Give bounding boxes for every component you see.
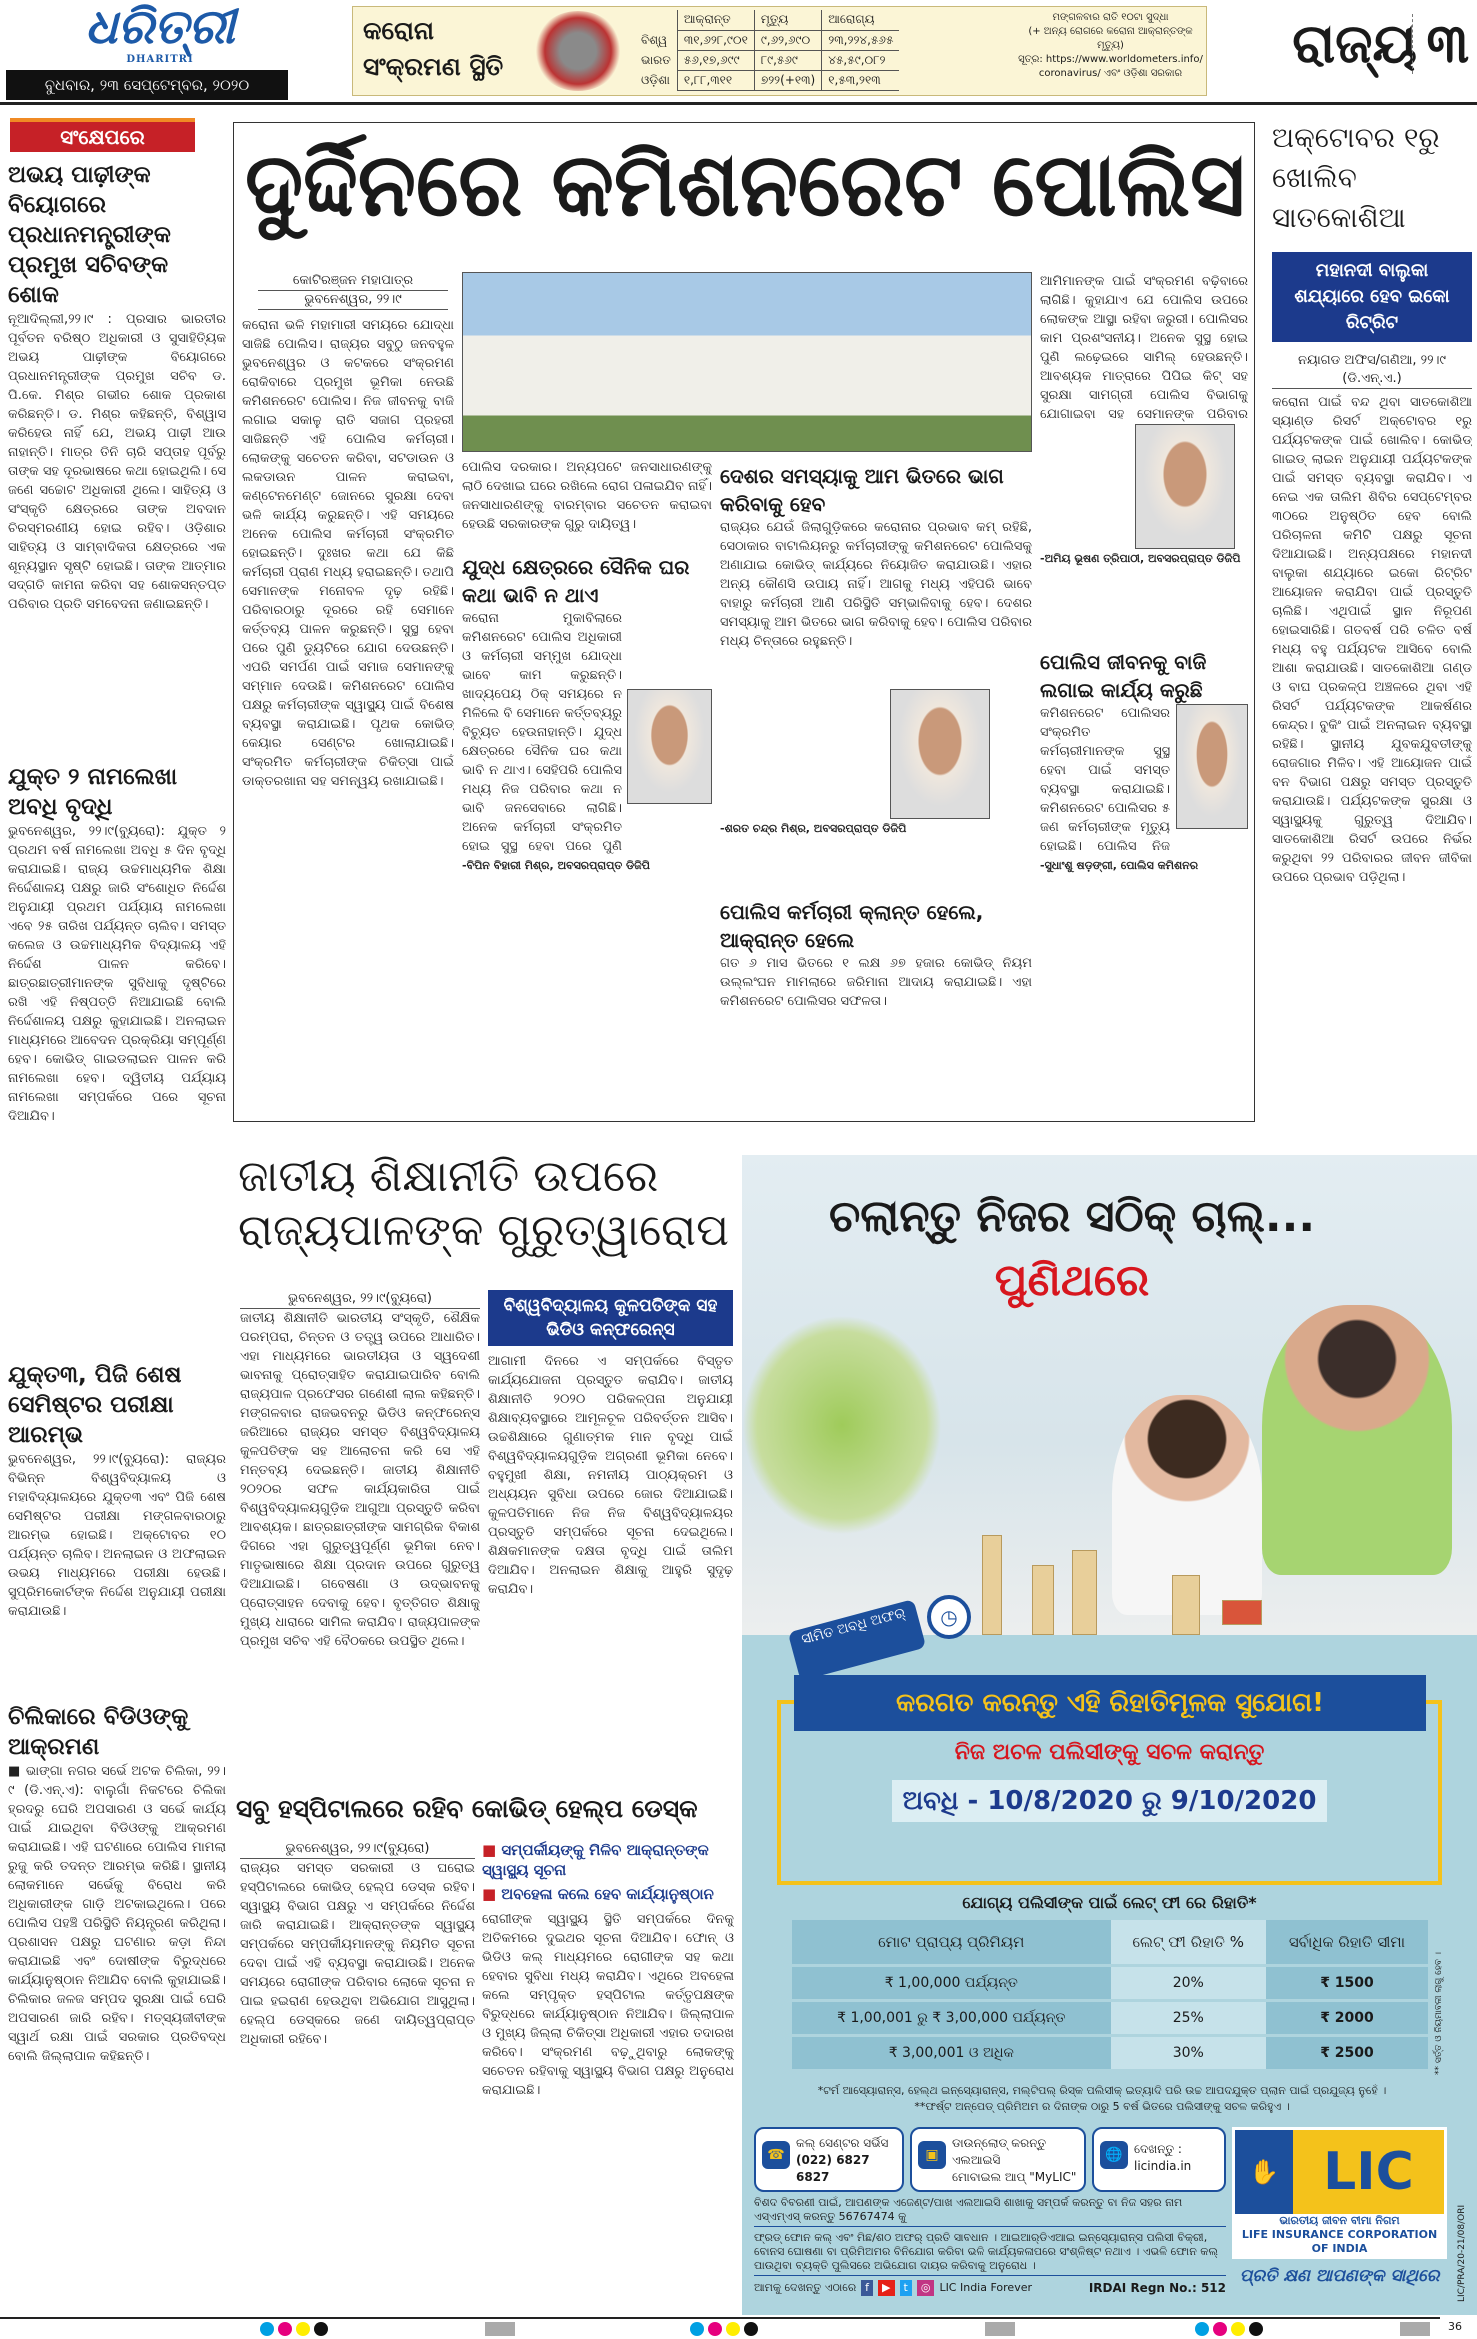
globe-icon: 🌐 — [1100, 2141, 1128, 2169]
story-headline: ଅକ୍ଟୋବର ୧ରୁ ଖୋଲିବ ସାତକୋଶିଆ — [1272, 121, 1440, 234]
app-name: ମୋବାଇଲ ଆପ୍ "MyLIC" — [952, 2170, 1077, 2184]
page-number: ୩ — [1412, 14, 1469, 74]
registration-mark — [485, 2322, 515, 2336]
col-text: ଆମିମାନଙ୍କ ପାଇଁ ସଂକ୍ରମଣ ବଢ଼ିବାରେ ଲାଗିଛି। କୁହାଯାଏ ଯେ ପୋଲିସ ଉପରେ ଲୋକଙ୍କ ଆସ୍ଥା ରହିବା ଜରୁରୀ। ପୋଲିସର କାମ ପ୍ରଶଂସନୀୟ। ଅନେକ ସୁସ୍ଥ ହୋଇ ପୁଣି ଲଢ଼େଇରେ ସାମିଲ୍ ହେଉଛନ୍ତି। ଆବଶ୍ୟକ ମାତ୍ରାରେ ପିପିଇ କିଟ୍ ସହ ସୁରକ୍ଷା ସାମଗ୍ରୀ ପୋଲିସ ବିଭାଗକୁ ଯୋଗାଇବା ସହ ସେମାନଙ୍କ ପରିବାର — [1040, 274, 1248, 422]
section-name: ରାଜ୍ୟ — [1292, 12, 1417, 75]
portrait-photo — [1135, 424, 1235, 549]
photo-caption: -ବିପିନ ବିହାରୀ ମିଶ୍ର, ଅବସରପ୍ରାପ୍ତ ଡିଜିପି — [462, 859, 650, 872]
registration-dot — [726, 2322, 740, 2336]
registration-dot — [296, 2322, 310, 2336]
fine-print — [772, 2083, 1432, 2115]
cell: 20% — [1111, 1967, 1266, 1999]
registration-mark — [985, 2322, 1015, 2336]
education-col-2 — [488, 1290, 733, 1770]
lic-full-name: LIFE INSURANCE CORPORATION OF INDIA — [1241, 2228, 1438, 2255]
headline-red: ପୁଣିଥରେ — [994, 1255, 1150, 1306]
dateline: ଭୁବନେଶ୍ୱର, ୨୨।୯(ବ୍ୟୁରୋ) — [240, 1290, 480, 1309]
toy-block — [1172, 1575, 1200, 1635]
region: ଓଡ଼ିଶା — [641, 72, 670, 87]
brief-body: ଭୁବନେଶ୍ୱର, ୨୨।୯(ବ୍ୟୁରୋ): ଯୁକ୍ତ ୨ ପ୍ରଥମ ବର୍ଷ ନାମଲେଖା ଅବଧି ୫ ଦିନ ବୃଦ୍ଧି କରାଯାଇଛି। ରାଜ୍ୟ ଉଚ୍ଚମାଧ୍ୟମିକ ଶିକ୍ଷା ନିର୍ଦ୍ଦେଶାଳୟ ପକ୍ଷରୁ ଜାରି ସଂଶୋଧିତ ନିର୍ଦ୍ଦେଶ ଅନୁଯାୟୀ ପ୍ରଥମ ପର୍ଯ୍ୟାୟ ନାମଲେଖା ଏବେ ୨୫ ତାରିଖ ପର୍ଯ୍ୟନ୍ତ ଚାଲିବ। ସମସ୍ତ କଲେଜ ଓ ଉଚ୍ଚମାଧ୍ୟମିକ ବିଦ୍ୟାଳୟ ଏହି ନିର୍ଦ୍ଦେଶ ପାଳନ କରିବେ। ଛାତ୍ରଛାତ୍ରୀମାନଙ୍କ ସୁବିଧାକୁ ଦୃଷ୍ଟିରେ ରଖି ଏହି ନିଷ୍ପତ୍ତି ନିଆଯାଇଛି ବୋଲି ନିର୍ଦ୍ଦେଶାଳୟ ପକ୍ଷରୁ କୁହାଯାଇଛି। ଅନଲାଇନ ମାଧ୍ୟମରେ ଆବେଦନ ପ୍ରକ୍ରିୟା ସମ୍ପୂର୍ଣ୍ଣ ହେବ। କୋଭିଡ୍ ଗାଇଡଲାଇନ ପାଳନ କରି ନାମଲେଖା ହେବ। ଦ୍ୱିତୀୟ ପର୍ଯ୍ୟାୟ ନାମଲେଖା ସମ୍ପର୍କରେ ପରେ ସୂଚନା ଦିଆଯିବ। — [8, 824, 226, 1124]
follow-label: ଆମକୁ ଦେଖନ୍ତୁ ଏଠାରେ — [754, 2281, 857, 2294]
registration-dot — [1231, 2322, 1245, 2336]
portrait-photo — [890, 689, 990, 819]
education-col-1 — [240, 1290, 480, 1765]
table-row — [792, 2002, 1428, 2034]
ad-contact-column — [754, 2127, 1226, 2296]
headline-black: ଚଲାନ୍ତୁ ନିଜର ସଠିକ୍ ଚାଲ୍... — [828, 1191, 1316, 1242]
cell: ୧,୮୮,୩୧୧ — [677, 70, 754, 90]
brief-body: ■ ଭାଙ୍ଗା ନଗର ସର୍ଭେ ଅଟକ ଚିଲିକା, ୨୨।୯ (ଡି.ଏନ୍.ଏ): ବାଲୁଗାଁ ନିକଟରେ ଚିଲିକା ହ୍ରଦରୁ ଘେରି ଅପସାରଣ ଓ ସର୍ଭେ କାର୍ଯ୍ୟ ପାଇଁ ଯାଇଥିବା ବିଡିଓଙ୍କୁ ଆକ୍ରମଣ କରାଯାଇଛି। ଏହି ଘଟଣାରେ ପୋଲିସ ମାମଲା ରୁଜୁ କରି ତଦନ୍ତ ଆରମ୍ଭ କରିଛି। ସ୍ଥାନୀୟ ଲୋକମାନେ ସର୍ଭେକୁ ବିରୋଧ କରି ଅଧିକାରୀଙ୍କ ଗାଡ଼ି ଅଟକାଇଥିଲେ। ପରେ ପୋଲିସ ପହଞ୍ଚି ପରିସ୍ଥିତି ନିୟନ୍ତ୍ରଣ କରିଥିଲା। ପ୍ରଶାସନ ପକ୍ଷରୁ ଘଟଣାର କଡ଼ା ନିନ୍ଦା କରାଯାଇଛି ଏବଂ ଦୋଷୀଙ୍କ ବିରୁଦ୍ଧରେ କାର୍ଯ୍ୟାନୁଷ୍ଠାନ ନିଆଯିବ ବୋଲି କୁହାଯାଇଛି। ଚିଲିକାର ଜଳଜ ସମ୍ପଦ ସୁରକ୍ଷା ପାଇଁ ଘେରି ଅପସାରଣ ଜାରି ରହିବ। ମତ୍ସ୍ୟଜୀବୀଙ୍କ ସ୍ୱାର୍ଥ ରକ୍ଷା ପାଇଁ ସରକାର ପ୍ରତିବଦ୍ଧ ବୋଲି ଜିଲ୍ଲାପାଳ କହିଛନ୍ତି। — [8, 1764, 226, 2064]
story-body: ଆଗାମୀ ଦିନରେ ଏ ସମ୍ପର୍କରେ ବିସ୍ତୃତ କାର୍ଯ୍ୟଯୋଜନା ପ୍ରସ୍ତୁତ କରାଯିବ। ଜାତୀୟ ଶିକ୍ଷାନୀତି ୨୦୨୦ ପରିକଳ୍ପନା ଅନୁଯାୟୀ ଶିକ୍ଷାବ୍ୟବସ୍ଥାରେ ଆମୂଳଚୂଳ ପରିବର୍ତ୍ତନ ଆସିବ। ଉଚ୍ଚଶିକ୍ଷାରେ ଗୁଣାତ୍ମକ ମାନ ବୃଦ୍ଧି ପାଇଁ ବିଶ୍ୱବିଦ୍ୟାଳୟଗୁଡ଼ିକ ଅଗ୍ରଣୀ ଭୂମିକା ନେବେ। ବହୁମୁଖୀ ଶିକ୍ଷା, ନମନୀୟ ପାଠ୍ୟକ୍ରମ ଓ ଅଧ୍ୟୟନ ସୁବିଧା ଉପରେ ଜୋର ଦିଆଯାଇଛି। କୁଳପତିମାନେ ନିଜ ନିଜ ବିଶ୍ୱବିଦ୍ୟାଳୟର ପ୍ରସ୍ତୁତି ସମ୍ପର୍କରେ ସୂଚନା ଦେଇଥିଲେ। ଶିକ୍ଷକମାନଙ୍କ ଦକ୍ଷତା ବୃଦ୍ଧି ପାଇଁ ତାଲିମ ଦିଆଯିବ। ଅନଲାଇନ ଶିକ୍ଷାକୁ ଆହୁରି ସୁଦୃଢ଼ କରାଯିବ। — [488, 1354, 733, 1597]
cell: ୯,୬୨,୬୯୦ — [754, 30, 821, 50]
brief-headline: ଯୁକ୍ତ ୨ ନାମଲେଖା ଅବଧି ବୃଦ୍ଧି — [8, 764, 178, 820]
offer-dates: ଅବଧି - 10/8/2020 ରୁ 9/10/2020 — [892, 1780, 1327, 1822]
instagram-icon[interactable]: ◎ — [917, 2280, 935, 2296]
highlight-box: ମହାନଦୀ ବାଲୁକା ଶଯ୍ୟାରେ ହେବ ଇକୋ ରିଟ୍ରିଟ — [1272, 252, 1472, 342]
col-text: ଗତ ୬ ମାସ ଭିତରେ ୧ ଲକ୍ଷ ୬୭ ହଜାର କୋଭିଡ୍ ନିୟମ ଉଲ୍ଲଂଘନ ମାମଲାରେ ଜରିମାନା ଆଦାୟ କରାଯାଇଛି। ଏହା କମିଶନରେଟ ପୋଲିସର ସଫଳତା। — [720, 956, 1032, 1009]
col-header: ମୃତ୍ୟୁ — [754, 10, 821, 30]
brief-body: ଭୁବନେଶ୍ୱର, ୨୨।୯(ବ୍ୟୁରୋ): ରାଜ୍ୟର ବିଭିନ୍ନ ବିଶ୍ୱବିଦ୍ୟାଳୟ ଓ ମହାବିଦ୍ୟାଳୟରେ ଯୁକ୍ତ୩ ଏବଂ ପିଜି ଶେଷ ସେମିଷ୍ଟର ପରୀକ୍ଷା ମଙ୍ଗଳବାରଠାରୁ ଆରମ୍ଭ ହୋଇଛି। ଅକ୍ଟୋବର ୧୦ ପର୍ଯ୍ୟନ୍ତ ଚାଲିବ। ଅନଲାଇନ ଓ ଅଫଲାଇନ ଉଭୟ ମାଧ୍ୟମରେ ପରୀକ୍ଷା ହେଉଛି। ସୁପ୍ରିମକୋର୍ଟଙ୍କ ନିର୍ଦ୍ଦେଶ ଅନୁଯାୟୀ ପରୀକ୍ଷା କରାଯାଉଛି। — [8, 1452, 226, 1619]
limited-offer-badge: ସୀମିତ ଅବଧି ଅଫର୍ — [788, 1599, 927, 1681]
lead-col-4 — [1040, 272, 1248, 875]
cell: ୫୬,୧୭,୬୯୯ — [677, 50, 754, 70]
brief-headline: ଚିଲିକାରେ ବିଡିଓଙ୍କୁ ଆକ୍ରମଣ — [8, 1704, 189, 1760]
lic-logo — [1232, 2127, 1447, 2259]
lead-col-1: କରୋନା ଭଳି ମହାମାରୀ ସମୟରେ ଯୋଦ୍ଧା ସାଜିଛି ପୋଲିସ। ରାଜ୍ୟର ସବୁଠୁ ଜନବହୁଳ ଭୁବନେଶ୍ୱର ଓ କଟକରେ ସଂକ୍ରମଣ ରୋକିବାରେ ପ୍ରମୁଖ ଭୂମିକା ନେଉଛି କମିଶନରେଟ ପୋଲିସ। ନିଜ ଜୀବନକୁ ବାଜି ଲଗାଇ ସକାଳୁ ରାତି ସଜାଗ ପ୍ରହରୀ ସାଜିଛନ୍ତି ଏହି ପୋଲିସ କର୍ମଚାରୀ। ଲୋକଙ୍କୁ ସଚେତନ କରିବା, ସଟଡାଉନ ଓ ଲକଡାଉନ ପାଳନ କରାଇବା, କଣ୍ଟେନମେଣ୍ଟ ଜୋନରେ ସୁରକ୍ଷା ଦେବା ଭଳି କାର୍ଯ୍ୟ କରୁଛନ୍ତି। ଏହି ସମୟରେ ଅନେକ ପୋଲିସ କର୍ମଚାରୀ ସଂକ୍ରମିତ ହୋଇଛନ୍ତି। ଦୁଃଖର କଥା ଯେ କିଛି କର୍ମଚାରୀ ପ୍ରାଣ ମଧ୍ୟ ହରାଇଛନ୍ତି। ତଥାପି ସେମାନଙ୍କ ମନୋବଳ ଦୃଢ଼ ରହିଛି। ପରିବାରଠାରୁ ଦୂରରେ ରହି ସେମାନେ କର୍ତ୍ତବ୍ୟ ପାଳନ କରୁଛନ୍ତି। ସୁସ୍ଥ ହେବା ପରେ ପୁଣି ଡ୍ୟୁଟିରେ ଯୋଗ ଦେଉଛନ୍ତି। ଏପରି ସମର୍ପଣ ପାଇଁ ସମାଜ ସେମାନଙ୍କୁ ସମ୍ମାନ ଦେଉଛି। କମିଶନରେଟ ପୋଲିସ ପକ୍ଷରୁ କର୍ମଚାରୀଙ୍କ ସ୍ୱାସ୍ଥ୍ୟ ପାଇଁ ବିଶେଷ ବ୍ୟବସ୍ଥା କରାଯାଇଛି। ପୃଥକ କୋଭିଡ୍ କେୟାର ସେଣ୍ଟର ଖୋଲାଯାଇଛି। ସଂକ୍ରମିତ କର୍ମଚାରୀଙ୍କ ଚିକିତ୍ସା ପାଇଁ ଡାକ୍ତରଖାନା ସହ ସମନ୍ୱୟ ରଖାଯାଇଛି। — [242, 318, 454, 789]
satkosia-story — [1272, 118, 1472, 1077]
revive-policy-text: ନିଜ ଅଚଳ ପଲିସୀଙ୍କୁ ସଚଳ କରାନ୍ତୁ — [954, 1740, 1265, 1765]
dateline: ଭୁବନେଶ୍ୱର, ୨୨।୯(ବ୍ୟୁରୋ) — [240, 1840, 475, 1859]
hospital-col-2 — [482, 1840, 734, 2252]
ad-headline — [772, 1185, 1372, 1313]
subheading: ଦେଶର ସମସ୍ୟାକୁ ଆମ ଭିତରେ ଭାଗ କରିବାକୁ ହେବ — [720, 464, 1004, 516]
fraud-warning: ଫ୍ରଡ୍ ଫୋନ କଲ୍ ଏବଂ ମିଛ/ଶଠ ଅଫର୍ ପ୍ରତି ସାବଧାନ । ଆଇଆର୍‌ଡିଏଆଇ ଇନ୍‌ସ୍ୟୋରାନ୍ସ ପଲିସୀ ବିକ୍ରୀ, ବୋନସ ଘୋଷଣା ବା ପ୍ରିମିଅମର ବିନିଯୋଗ କରିବା ଭଳି କାର୍ଯ୍ୟକଳାପରେ ସଂଶ୍ଳିଷ୍ଟ ନଥାଏ । ଏଭଳି ଫୋନ କଲ୍ ପାଉଥିବା ବ୍ୟକ୍ତି ପୁଲିସରେ ଅଭିଯୋଗ ଦାୟର କରିବାକୁ ଅନୁରୋଧ । — [754, 2231, 1226, 2276]
cell: ୪୫,୫୯,୦୮୨ — [822, 50, 900, 70]
cell: 25% — [1111, 2002, 1266, 2034]
story-body: କରୋନା ପାଇଁ ବନ୍ଦ ଥିବା ସାତକୋଶିଆ ସ୍ୟାଣ୍ଡ ରିସର୍ଟ ଅକ୍ଟୋବର ୧ରୁ ପର୍ଯ୍ୟଟକଙ୍କ ପାଇଁ ଖୋଲିବ। କୋଭିଡ୍ ଗାଇଡ୍ ଲାଇନ ଅନୁଯାୟୀ ପର୍ଯ୍ୟଟକଙ୍କ ପାଇଁ ସମସ୍ତ ବ୍ୟବସ୍ଥା କରାଯିବ। ଏ ନେଇ ଏକ ତାଲିମ ଶିବିର ସେପ୍ଟେମ୍ବର ୩୦ରେ ଅନୁଷ୍ଠିତ ହେବ ବୋଲି ପରିଚାଳନା କମିଟି ପକ୍ଷରୁ ସୂଚନା ଦିଆଯାଇଛି। ଅନ୍ୟପକ୍ଷରେ ମହାନଦୀ ବାଲୁକା ଶଯ୍ୟାରେ ଇକୋ ରିଟ୍ରିଟ ଆୟୋଜନ କରାଯିବା ପାଇଁ ପ୍ରସ୍ତୁତି ଚାଲିଛି। ଏଥିପାଇଁ ସ୍ଥାନ ନିରୂପଣ ହୋଇସାରିଛି। ଗତବର୍ଷ ପରି ଚଳିତ ବର୍ଷ ମଧ୍ୟ ବହୁ ପର୍ଯ୍ୟଟକ ଆସିବେ ବୋଲି ଆଶା କରାଯାଉଛି। ସାତକୋଶିଆ ଗଣ୍ଡ ଓ ବାଘ ପ୍ରକଳ୍ପ ଅଞ୍ଚଳରେ ଥିବା ଏହି ରିସର୍ଟ ପର୍ଯ୍ୟଟକଙ୍କ ଆକର୍ଷଣର କେନ୍ଦ୍ର। ବୁକିଂ ପାଇଁ ଅନଲାଇନ ବ୍ୟବସ୍ଥା ରହିଛି। ସ୍ଥାନୀୟ ଯୁବକଯୁବତୀଙ୍କୁ ରୋଜଗାର ମିଳିବ। ଏହି ଆୟୋଜନ ପାଇଁ ବନ ବିଭାଗ ପକ୍ଷରୁ ସମସ୍ତ ପ୍ରସ୍ତୁତି କରାଯାଉଛି। ପର୍ଯ୍ୟଟକଙ୍କ ସୁରକ୍ଷା ଓ ସ୍ୱାସ୍ଥ୍ୟକୁ ଗୁରୁତ୍ୱ ଦିଆଯିବ। ସାତକୋଶିଆ ରିସର୍ଟ ଉପରେ ନିର୍ଭର କରୁଥିବା ୨୨ ପରିବାରର ଜୀବନ ଜୀବିକା ଉପରେ ପ୍ରଭାବ ପଡ଼ିଥିଲା। — [1272, 395, 1472, 885]
brief-headline: ଯୁକ୍ତ୩, ପିଜି ଶେଷ ସେମିଷ୍ଟର ପରୀକ୍ଷା ଆରମ୍ଭ — [8, 1362, 182, 1448]
brief-1 — [8, 160, 226, 765]
photo-caption: -ସୁଧାଂଶୁ ଷଡ଼ଙ୍ଗୀ, ପୋଲିସ କମିଶନର — [1040, 859, 1199, 872]
briefs-tag: ସଂକ୍ଷେପରେ — [10, 118, 195, 152]
app-label: ଡାଉନ୍‌ଲୋଡ୍ କରନ୍ତୁ ଏଲଆଇସି — [952, 2136, 1047, 2167]
brief-4 — [8, 1702, 226, 2275]
point-1: ■ ସମ୍ପର୍କୀୟଙ୍କୁ ମିଳିବ ଆକ୍ରାନ୍ତଙ୍କ ସ୍ୱାସ୍ଥ୍ୟ ସୂଚନା — [482, 1841, 709, 1879]
col-header: ଆକ୍ରାନ୍ତ — [677, 10, 754, 30]
registration-dot — [708, 2322, 722, 2336]
logo-en: DHARITRI — [126, 54, 194, 65]
brief-body: ନୂଆଦିଲ୍ଲୀ,୨୨।୯ : ପ୍ରସାର ଭାରତୀର ପୂର୍ବତନ ବରିଷ୍ଠ ଅଧିକାରୀ ଓ ସୁସାହିତ୍ୟିକ ଅଭୟ ପାଢ଼ୀଙ୍କ ବିୟୋଗରେ ପ୍ରଧାନମନ୍ତ୍ରୀଙ୍କ ପ୍ରମୁଖ ସଚିବ ଡ. ପି.କେ. ମିଶ୍ର ଗଭୀର ଶୋକ ପ୍ରକାଶ କରିଛନ୍ତି। ଡ. ମିଶ୍ର କହିଛନ୍ତି, ବିଶ୍ୱାସ କରିହେଉ ନାହିଁ ଯେ, ଅଭୟ ପାଢ଼ୀ ଆଉ ନାହାନ୍ତି। ମାତ୍ର ତିନି ଚାରି ସପ୍ତାହ ପୂର୍ବରୁ ତାଙ୍କ ସହ ଦୂରଭାଷରେ କଥା ହୋଇଥିଲି। ସେ ଜଣେ ସଚ୍ଚୋଟ ଅଧିକାରୀ ଥିଲେ। ସାହିତ୍ୟ ଓ ସଂସ୍କୃତି କ୍ଷେତ୍ରରେ ତାଙ୍କ ଅବଦାନ ଚିରସ୍ମରଣୀୟ ହୋଇ ରହିବ। ଓଡ଼ିଶାର ସାହିତ୍ୟ ଓ ସାମ୍ବାଦିକତା କ୍ଷେତ୍ରରେ ଏକ ଶୂନ୍ୟସ୍ଥାନ ସୃଷ୍ଟି ହୋଇଛି। ତାଙ୍କ ଆତ୍ମାର ସଦ୍‌ଗତି କାମନା କରିବା ସହ ଶୋକସନ୍ତପ୍ତ ପରିବାର ପ୍ରତି ସମବେଦନା ଜଣାଇଛନ୍ତି। — [8, 312, 226, 612]
hospital-col-1 — [240, 1840, 475, 2296]
lead-headline: ଦୁର୍ଦ୍ଦିନରେ କମିଶନରେଟ ପୋଲିସ — [245, 133, 1246, 236]
point-text: ଅବହେଳା କଲେ ହେବ କାର୍ଯ୍ୟାନୁଷ୍ଠାନ — [501, 1885, 714, 1903]
lic-brand-block — [1232, 2127, 1447, 2287]
offer-band: କରଗତ କରନ୍ତୁ ଏହି ରିହାତିମୂଳକ ସୁଯୋଗ! — [794, 1675, 1426, 1731]
dharitri-logo — [70, 0, 250, 66]
table-row — [635, 50, 899, 70]
cell: ₹ 1,00,000 ପର୍ଯ୍ୟନ୍ତ — [792, 1967, 1111, 1999]
website-link[interactable]: ଦେଖନ୍ତୁ : licindia.in — [1134, 2142, 1192, 2173]
registration-dot — [744, 2322, 758, 2336]
note-deaths: (+ ଅନ୍ୟ ରୋଗରେ କରୋନା ଆକ୍ରାନ୍ତଙ୍କ ମୃତ୍ୟୁ) — [1028, 26, 1193, 51]
father-image — [1262, 1305, 1452, 1575]
lead-col-3 — [720, 462, 1032, 1049]
covid-title: କରୋନା ସଂକ୍ରମଣ ସ୍ଥିତି — [363, 16, 504, 81]
cell: 30% — [1111, 2037, 1266, 2069]
plant-image — [742, 1315, 942, 1535]
cell: ୧,୫୩,୨୧୩ — [822, 70, 900, 90]
portrait-photo — [1176, 704, 1248, 829]
social-bar — [754, 2280, 1226, 2296]
note-source: ସୂତ୍ର: https://www.worldometers.info/ coronavirus/ ଏବଂ ଓଡ଼ିଶା ସରକାର — [1018, 54, 1203, 79]
cell: ₹ 1,00,001 ରୁ ₹ 3,00,000 ପର୍ଯ୍ୟନ୍ତ — [792, 2002, 1111, 2034]
call-number[interactable]: (022) 6827 6827 — [796, 2153, 870, 2184]
toy-block — [1222, 1600, 1262, 1625]
twitter-icon[interactable]: t — [900, 2280, 912, 2296]
lic-odia-name: ଭାରତୀୟ ଜୀବନ ବୀମା ନିଗମ — [1279, 2214, 1400, 2227]
toy-block — [982, 1535, 1002, 1635]
table-row — [635, 70, 899, 90]
registration-mark — [1400, 2322, 1430, 2336]
col-header: ଲେଟ୍ ଫୀ ରିହାତି % — [1111, 1920, 1266, 1964]
brief-3 — [8, 1360, 226, 1659]
registration-dot — [1249, 2322, 1263, 2336]
page-code: 36 — [1448, 2320, 1462, 2333]
covid-note — [1018, 11, 1203, 81]
region: ଭାରତ — [641, 52, 671, 67]
date-bar: ବୁଧବାର, ୨୩ ସେପ୍ଟେମ୍ବର, ୨୦୨୦ — [6, 70, 288, 100]
clock-icon: ◷ — [927, 1595, 971, 1639]
lic-tagline: ପ୍ରତି କ୍ଷଣ ଆପଣଙ୍କ ସାଥିରେ — [1239, 2266, 1440, 2286]
dateline: ନୟାଗଡ ଅଫିସ/ଗଣିଆ, ୨୨।୯ (ଡି.ଏନ୍.ଏ.) — [1272, 352, 1472, 389]
irdai-number: IRDAI Regn No.: 512 — [1088, 2281, 1226, 2295]
point-2: ■ ଅବହେଳା କଲେ ହେବ କାର୍ଯ୍ୟାନୁଷ୍ଠାନ — [482, 1885, 714, 1903]
brief-2 — [8, 762, 226, 1316]
cell: ₹ 1500 — [1266, 1967, 1428, 1999]
table-row — [792, 2037, 1428, 2069]
registration-dot — [1195, 2322, 1209, 2336]
col-text: ପୋଲିସ ଦରକାର। ଅନ୍ୟପଟେ ଜନସାଧାରଣଙ୍କୁ ଲାଠି ଦେଖାଇ ଘରେ ରଖିଲେ ରୋଗ ପଳାଇଯିବ ନାହିଁ। ଜନସାଧାରଣଙ୍କୁ ବାରମ୍ବାର ସଚେତନ କରାଇବା ହେଉଛି ସରକାରଙ୍କ ଗୁରୁ ଦାୟିତ୍ୱ। — [462, 460, 712, 532]
col-text: ରାଜ୍ୟର ଯେଉଁ ଜିଲାଗୁଡ଼ିକରେ କରୋନାର ପ୍ରଭାବ କମ୍ ରହିଛି, ସେଠାକାର ବାଟାଲିୟନରୁ କର୍ମଚାରୀଙ୍କୁ କମିଶନରେଟ ପୋଲିସକୁ ଅଣାଯାଇ କୋଭିଡ୍ କାର୍ଯ୍ୟରେ ନିୟୋଜିତ କରାଯାଉଛି। ଏହାର ଅନ୍ୟ କୌଣସି ଉପାୟ ନାହିଁ। ଆଗକୁ ମଧ୍ୟ ଏହିପରି ଭାବେ ବାହାରୁ କର୍ମଚାରୀ ଆଣି ପରିସ୍ଥିତି ସମ୍ଭାଳିବାକୁ ହେବ। ଦେଶର ସମସ୍ୟାକୁ ଆମ ଭିତରେ ଭାଗ କରିବାକୁ ହେବ। ପୋଲିସ ପରିବାର ମଧ୍ୟ ଚିନ୍ତାରେ ରହୁଛନ୍ତି। — [720, 520, 1032, 649]
call-center-chip[interactable] — [754, 2127, 904, 2192]
lead-byline — [258, 272, 448, 310]
masthead-rule — [0, 102, 1477, 105]
mylic-app-icon: ▣ — [918, 2141, 946, 2169]
registration-dot — [1213, 2322, 1227, 2336]
dateline: ଭୁବନେଶ୍ୱର, ୨୨।୯ — [258, 291, 448, 310]
youtube-icon[interactable]: ▶ — [878, 2280, 894, 2296]
region: ବିଶ୍ୱ — [641, 32, 668, 47]
lic-wordmark: LIC — [1293, 2130, 1444, 2214]
col-text: କରୋନା ମୁକାବିଲାରେ କମିଶନରେଟ ପୋଲିସ ଅଧିକାରୀ ଓ କର୍ମଚାରୀ ସମ୍ମୁଖ ଯୋଦ୍ଧା ଭାବେ କାମ କରୁଛନ୍ତି। ଖାଦ୍ୟପେୟ ଠିକ୍ ସମୟରେ ନ ମିଳିଲେ ବି ସେମାନେ କର୍ତ୍ତବ୍ୟରୁ ବିଚ୍ୟୁତ ହେଉନାହାନ୍ତି। ଯୁଦ୍ଧ କ୍ଷେତ୍ରରେ ସୈନିକ ଘର କଥା ଭାବି ନ ଥାଏ। ସେହିପରି ପୋଲିସ ମଧ୍ୟ ନିଜ ପରିବାର କଥା ନ ଭାବି ଜନସେବାରେ ଲାଗିଛି। ଅନେକ କର୍ମଚାରୀ ସଂକ୍ରମିତ ହୋଇ ସୁସ୍ଥ ହେବା ପରେ ପୁଣି — [462, 611, 622, 854]
lic-emblem-icon: ✋ — [1235, 2130, 1293, 2214]
registration-dot — [690, 2322, 704, 2336]
contact-chips — [754, 2127, 1226, 2192]
portrait-photo — [627, 689, 712, 804]
table-row — [792, 1967, 1428, 1999]
story-body: ରାଜ୍ୟର ସମସ୍ତ ସରକାରୀ ଓ ଘରୋଇ ହସ୍ପିଟାଲରେ କୋଭିଡ୍ ହେଲ୍ପ ଡେସ୍କ ରହିବ। ସ୍ୱାସ୍ଥ୍ୟ ବିଭାଗ ପକ୍ଷରୁ ଏ ସମ୍ପର୍କରେ ନିର୍ଦ୍ଦେଶ ଜାରି କରାଯାଇଛି। ଆକ୍ରାନ୍ତଙ୍କ ସ୍ୱାସ୍ଥ୍ୟ ସମ୍ପର୍କରେ ସମ୍ପର୍କୀୟମାନଙ୍କୁ ନିୟମିତ ସୂଚନା ଦେବା ପାଇଁ ଏହି ବ୍ୟବସ୍ଥା କରାଯାଉଛି। ଅନେକ ସମୟରେ ରୋଗୀଙ୍କ ପରିବାର ଲୋକେ ସୂଚନା ନ ପାଇ ହଇରାଣ ହେଉଥିବା ଅଭିଯୋଗ ଆସୁଥିଲା। ହେଲ୍ପ ଡେସ୍କରେ ଜଣେ ଦାୟିତ୍ୱପ୍ରାପ୍ତ ଅଧିକାରୀ ରହିବେ। — [240, 1861, 475, 2047]
cell: ₹ 2000 — [1266, 2002, 1428, 2034]
social-handle: LIC India Forever — [939, 2281, 1032, 2294]
headset-icon: ☎ — [762, 2141, 790, 2169]
fine-1: *ଟର୍ମ ଆସ୍ୟୋରାନ୍ସ, ହେଲ୍‌ଥ ଇନ୍‌ସ୍ୟୋରାନ୍ସ, ମଲ୍‌ଟିପଲ୍ ରିସ୍କ ପଲିସୀକ୍ ଇତ୍ୟାଦି ପରି ଉଚ୍ଚ ଆପଦଯୁକ୍ତ ପ୍ଲାନ ପାଇଁ ପ୍ରଯୁଜ୍ୟ ନୁହେଁ । — [817, 2084, 1387, 2097]
cell: ୨୩,୨୨୪,୫୬୫ — [822, 30, 900, 50]
mylic-app-chip[interactable] — [910, 2127, 1086, 2192]
fine-2: **ଫର୍ଷ୍ଟ ଅନ୍‌ପେଡ୍ ପ୍ରିମିଅମ ର ଦିନାଙ୍କ ଠାରୁ 5 ବର୍ଷ ଭିତରେ ପଲିସୀଙ୍କୁ ସଚଳ କରିହୁଏ । — [914, 2100, 1290, 2113]
ad-code: LIC/PRA/20-21/08/ORI — [1457, 2204, 1467, 2302]
subheading: ପୋଲିସ ଜୀବନକୁ ବାଜି ଲଗାଇ କାର୍ଯ୍ୟ କରୁଛି — [1040, 650, 1207, 702]
education-headline: ଜାତୀୟ ଶିକ୍ଷାନୀତି ଉପରେ ରାଜ୍ୟପାଳଙ୍କ ଗୁରୁତ୍ୱାରୋପ — [238, 1151, 730, 1256]
cell: ₹ 3,00,001 ଓ ଅଧିକ — [792, 2037, 1111, 2069]
logo-text: ଧରିତ୍ରୀ — [85, 0, 235, 55]
commissionerate-building-photo — [462, 272, 1032, 452]
sms-info: ବିଶଦ ବିବରଣୀ ପାଇଁ, ଆପଣଙ୍କ ଏଜେଣ୍ଟ/ପାଖ ଏଲଆଇସି ଶାଖାକୁ ସମ୍ପର୍କ କରନ୍ତୁ ବା ନିଜ ସହର ନାମ ଏସ୍‌ଏମ୍‌ଏସ୍ କରନ୍ତୁ 56767474 କୁ — [754, 2196, 1226, 2227]
call-label: କଲ୍ ସେଣ୍ଟର ସର୍ଭିସ — [796, 2136, 889, 2150]
cell: ୮୯,୫୬୯ — [754, 50, 821, 70]
brief-headline: ଅଭୟ ପାଢ଼ୀଙ୍କ ବିୟୋଗରେ ପ୍ରଧାନମନ୍ତ୍ରୀଙ୍କ ପ୍ରମୁଖ ସଚିବଙ୍କ ଶୋକ — [8, 162, 171, 308]
virus-icon — [533, 11, 623, 91]
covid-stats-box — [352, 6, 1207, 96]
col-text: କମିଶନରେଟ ପୋଲିସର ସଂକ୍ରମିତ କର୍ମଚାରୀମାନଙ୍କ ସୁସ୍ଥ ହେବା ପାଇଁ ସମସ୍ତ ବ୍ୟବସ୍ଥା କରାଯାଇଛି। କମିଶନରେଟ ପୋଲିସର ୫ ଜଣ କର୍ମଚାରୀଙ୍କ ମୃତ୍ୟୁ ହୋଇଛି। ପୋଲିସ ନିଜ — [1040, 706, 1170, 854]
table-title: ଯୋଗ୍ୟ ପଲିସୀଙ୍କ ପାଇଁ ଲେଟ୍ ଫୀ ରେ ରିହାତି* — [962, 1893, 1257, 1912]
col-header: ଆରୋଗ୍ୟ — [822, 10, 900, 30]
facebook-icon[interactable]: f — [861, 2280, 873, 2296]
lic-advertisement — [742, 1155, 1477, 2315]
subheading: ଯୁଦ୍ଧ କ୍ଷେତ୍ରରେ ସୈନିକ ଘର କଥା ଭାବି ନ ଥାଏ — [462, 555, 690, 607]
lead-col-2 — [462, 458, 712, 875]
terms-note: ** ସର୍ତ୍ତ ଓ ନିୟମାବଳୀ ଲାଗୁ ହେବ । — [1434, 1952, 1444, 2075]
author: କୋଟିରଞ୍ଜନ ମହାପାତ୍ର — [258, 272, 448, 291]
registration-dot — [260, 2322, 274, 2336]
registration-dot — [314, 2322, 328, 2336]
story-body: ରୋଗୀଙ୍କ ସ୍ୱାସ୍ଥ୍ୟ ସ୍ଥିତି ସମ୍ପର୍କରେ ଦିନକୁ ଅତିକମରେ ଦୁଇଥର ସୂଚନା ଦିଆଯିବ। ଫୋନ୍ ଓ ଭିଡିଓ କଲ୍ ମାଧ୍ୟମରେ ରୋଗୀଙ୍କ ସହ କଥା ହେବାର ସୁବିଧା ମଧ୍ୟ କରାଯିବ। ଏଥିରେ ଅବହେଳା କଲେ ସମ୍ପୃକ୍ତ ହସ୍ପିଟାଲ କର୍ତ୍ତୃପକ୍ଷଙ୍କ ବିରୁଦ୍ଧରେ କାର୍ଯ୍ୟାନୁଷ୍ଠାନ ନିଆଯିବ। ଜିଲ୍ଲାପାଳ ଓ ମୁଖ୍ୟ ଜିଲ୍ଲା ଚିକିତ୍ସା ଅଧିକାରୀ ଏହାର ତଦାରଖ କରିବେ। ସଂକ୍ରମଣ ବଢ଼ୁଥିବାରୁ ଲୋକଙ୍କୁ ସଚେତନ ରହିବାକୁ ସ୍ୱାସ୍ଥ୍ୟ ବିଭାଗ ପକ୍ଷରୁ ଅନୁରୋଧ କରାଯାଇଛି। — [482, 1912, 734, 2098]
footer-rule — [0, 2317, 1440, 2319]
point-text: ସମ୍ପର୍କୀୟଙ୍କୁ ମିଳିବ ଆକ୍ରାନ୍ତଙ୍କ ସ୍ୱାସ୍ଥ୍ୟ ସୂଚନା — [482, 1841, 709, 1879]
cell: ୩୧,୬୨୮,୯୦୧ — [677, 30, 754, 50]
registration-dot — [278, 2322, 292, 2336]
late-fee-table — [792, 1917, 1428, 2072]
toy-block — [1072, 1550, 1097, 1635]
col-header: ମୋଟ ପ୍ରାପ୍ୟ ପ୍ରିମିୟମ — [792, 1920, 1111, 1964]
col-header: ସର୍ବାଧିକ ରିହାତି ସୀମା — [1266, 1920, 1428, 1964]
cell: ₹ 2500 — [1266, 2037, 1428, 2069]
cell: ୭୨୨(+୧୩) — [754, 70, 821, 90]
covid-table — [635, 10, 899, 91]
toy-block — [1032, 1565, 1054, 1635]
hospital-headline: ସବୁ ହସ୍ପିଟାଲରେ ରହିବ କୋଭିଡ୍ ହେଲ୍ପ ଡେସ୍କ — [236, 1794, 698, 1823]
highlight-box: ବିଶ୍ୱବିଦ୍ୟାଳୟ କୁଳପତିଙ୍କ ସହ ଭିଡିଓ କନ୍‌ଫରେନ୍ସ — [488, 1290, 733, 1346]
subheading: ପୋଲିସ କର୍ମଚାରୀ କ୍ଲାନ୍ତ ହେଲେ, ଆକ୍ରାନ୍ତ ହେଲେ — [720, 900, 984, 952]
photo-caption: -ଅମିୟ ଭୂଷଣ ତ୍ରିପାଠୀ, ଅବସରପ୍ରାପ୍ତ ଡିଜିପି — [1040, 552, 1241, 565]
website-chip[interactable] — [1092, 2127, 1226, 2192]
note-time: ମଙ୍ଗଳବାର ରାତି ୧୦ଟା ସୁଦ୍ଧା — [1052, 12, 1169, 23]
story-body: ଜାତୀୟ ଶିକ୍ଷାନୀତି ଭାରତୀୟ ସଂସ୍କୃତି, ଶୈକ୍ଷିକ ପରମ୍ପରା, ଚିନ୍ତନ ଓ ତତ୍ତ୍ୱ ଉପରେ ଆଧାରିତ। ଏହା ମାଧ୍ୟମରେ ଭାରତୀୟତା ଓ ସ୍ୱଦେଶୀ ଭାବନାକୁ ପ୍ରୋତ୍ସାହିତ କରାଯାଇପାରିବ ବୋଲି ରାଜ୍ୟପାଳ ପ୍ରଫେସର ଗଣେଶୀ ଲାଲ କହିଛନ୍ତି। ମଙ୍ଗଳବାର ରାଜଭବନରୁ ଭିଡିଓ କନ୍‌ଫରେନ୍ସ ଜରିଆରେ ରାଜ୍ୟର ସମସ୍ତ ବିଶ୍ୱବିଦ୍ୟାଳୟ କୁଳପତିଙ୍କ ସହ ଆଲୋଚନା କରି ସେ ଏହି ମନ୍ତବ୍ୟ ଦେଇଛନ୍ତି। ଜାତୀୟ ଶିକ୍ଷାନୀତି ୨୦୨୦ର ସଫଳ କାର୍ଯ୍ୟକାରିତା ପାଇଁ ବିଶ୍ୱବିଦ୍ୟାଳୟଗୁଡ଼ିକ ଆଗୁଆ ପ୍ରସ୍ତୁତି କରିବା ଆବଶ୍ୟକ। ଛାତ୍ରଛାତ୍ରୀଙ୍କ ସାମଗ୍ରିକ ବିକାଶ ଦିଗରେ ଏହା ଗୁରୁତ୍ୱପୂର୍ଣ୍ଣ ଭୂମିକା ନେବ। ମାତୃଭାଷାରେ ଶିକ୍ଷା ପ୍ରଦାନ ଉପରେ ଗୁରୁତ୍ୱ ଦିଆଯାଇଛି। ଗବେଷଣା ଓ ଉଦ୍ଭାବନକୁ ପ୍ରୋତ୍ସାହନ ଦେବାକୁ ହେବ। ବୃତ୍ତିଗତ ଶିକ୍ଷାକୁ ମୁଖ୍ୟ ଧାରାରେ ସାମିଲ କରାଯିବ। ରାଜ୍ୟପାଳଙ୍କ ପ୍ରମୁଖ ସଚିବ ଏହି ବୈଠକରେ ଉପସ୍ଥିତ ଥିଲେ। — [240, 1311, 480, 1649]
photo-caption: -ଶରତ ଚନ୍ଦ୍ର ମିଶ୍ର, ଅବସରପ୍ରାପ୍ତ ଡିଜିପି — [720, 822, 907, 835]
table-row — [635, 30, 899, 50]
